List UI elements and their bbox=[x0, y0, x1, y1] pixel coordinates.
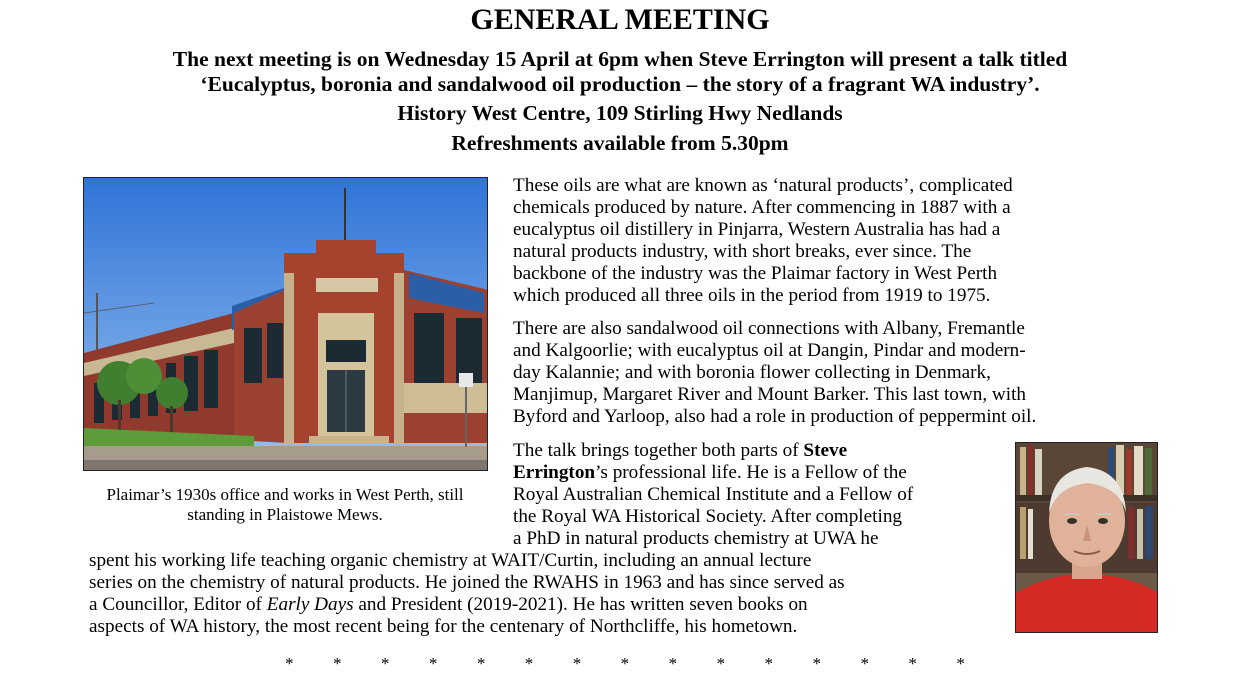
paragraph-speaker-bio-top bbox=[513, 440, 913, 550]
divider-star: * bbox=[428, 654, 438, 673]
paragraph-line: a Councillor, Editor of bbox=[89, 594, 267, 615]
plaimar-building-photo bbox=[83, 177, 488, 471]
divider-star: * bbox=[285, 654, 294, 673]
speaker-portrait-photo bbox=[1015, 442, 1158, 633]
paragraph-line: natural products industry, with short breaks, ever since. The bbox=[513, 241, 972, 262]
paragraph-line: eucalyptus oil distillery in Pinjarra, Western Australia has had a bbox=[513, 219, 1001, 240]
speaker-name: Steve bbox=[803, 440, 848, 461]
paragraph-line: aspects of WA history, the most recent being for the centenary of Northcliffe, his hometown. bbox=[89, 616, 798, 637]
paragraph-line: series on the chemistry of natural products. He joined the RWAHS in 1963 and has since served as bbox=[89, 572, 845, 593]
paragraph-line: Manjimup, Margaret River and Mount Barker. This last town, with bbox=[513, 384, 1027, 405]
divider-star: * bbox=[716, 654, 726, 673]
divider-star: * bbox=[668, 654, 678, 673]
divider-star: * bbox=[860, 654, 869, 673]
divider-star: * bbox=[380, 654, 390, 673]
venue: History West Centre, 109 Stirling Hwy Nedlands bbox=[397, 101, 843, 125]
divider-star: * bbox=[908, 654, 917, 673]
paragraph-line: day Kalannie; and with boronia flower collecting in Denmark, bbox=[513, 362, 991, 383]
paragraph-oil-connections bbox=[513, 318, 1036, 428]
paragraph-line: which produced all three oils in the period from 1919 to 1975. bbox=[513, 285, 991, 306]
paragraph-line: a PhD in natural products chemistry at UWA he bbox=[513, 528, 879, 549]
divider-star: * bbox=[572, 654, 582, 673]
paragraph-line: backbone of the industry was the Plaimar factory in West Perth bbox=[513, 263, 998, 284]
paragraph-line: The talk brings together both parts of bbox=[513, 440, 804, 461]
meeting-announcement-line-1: The next meeting is on Wednesday 15 April at 6pm when Steve Errington will present a talk titled bbox=[172, 47, 1068, 71]
photo-caption: Plaimar’s 1930s office and works in West Perth, still standing in Plaistowe Mews. bbox=[106, 485, 464, 524]
paragraph-line: Royal Australian Chemical Institute and a Fellow of bbox=[513, 484, 914, 505]
paragraph-line: chemicals produced by nature. After commencing in 1887 with a bbox=[513, 197, 1011, 218]
divider-star: * bbox=[764, 654, 774, 673]
paragraph-line: There are also sandalwood oil connections with Albany, Fremantle bbox=[513, 318, 1025, 339]
divider-star: * bbox=[620, 654, 630, 673]
speaker-name: Errington bbox=[513, 462, 596, 483]
divider-star: * bbox=[476, 654, 486, 673]
paragraph-line: Byford and Yarloop, also had a role in production of peppermint oil. bbox=[513, 406, 1037, 427]
paragraph-line: the Royal WA Historical Society. After completing bbox=[513, 506, 903, 527]
paragraph-line: These oils are what are known as ‘natural products’, complicated bbox=[513, 175, 1013, 196]
divider-star: * bbox=[812, 654, 821, 673]
section-divider bbox=[285, 655, 965, 673]
talk-title: ‘Eucalyptus, boronia and sandalwood oil production – the story of a fragrant WA industry’. bbox=[200, 72, 1040, 96]
paragraph-line: ’s professional life. He is a Fellow of the bbox=[595, 462, 907, 483]
page-title: GENERAL MEETING bbox=[470, 3, 770, 36]
paragraph-line: and President (2019-2021). He has written seven books on bbox=[353, 594, 808, 615]
divider-star: * bbox=[956, 654, 965, 673]
refreshments: Refreshments available from 5.30pm bbox=[451, 131, 789, 155]
divider-star: * bbox=[332, 654, 342, 673]
paragraph-natural-products bbox=[513, 175, 1013, 307]
paragraph-speaker-bio-bottom bbox=[89, 550, 845, 638]
paragraph-line: spent his working life teaching organic chemistry at WAIT/Curtin, including an annual lecture bbox=[89, 550, 812, 571]
paragraph-line: and Kalgoorlie; with eucalyptus oil at Dangin, Pindar and modern- bbox=[513, 340, 1026, 361]
publication-title: Early Days bbox=[266, 594, 354, 615]
divider-star: * bbox=[524, 654, 534, 673]
